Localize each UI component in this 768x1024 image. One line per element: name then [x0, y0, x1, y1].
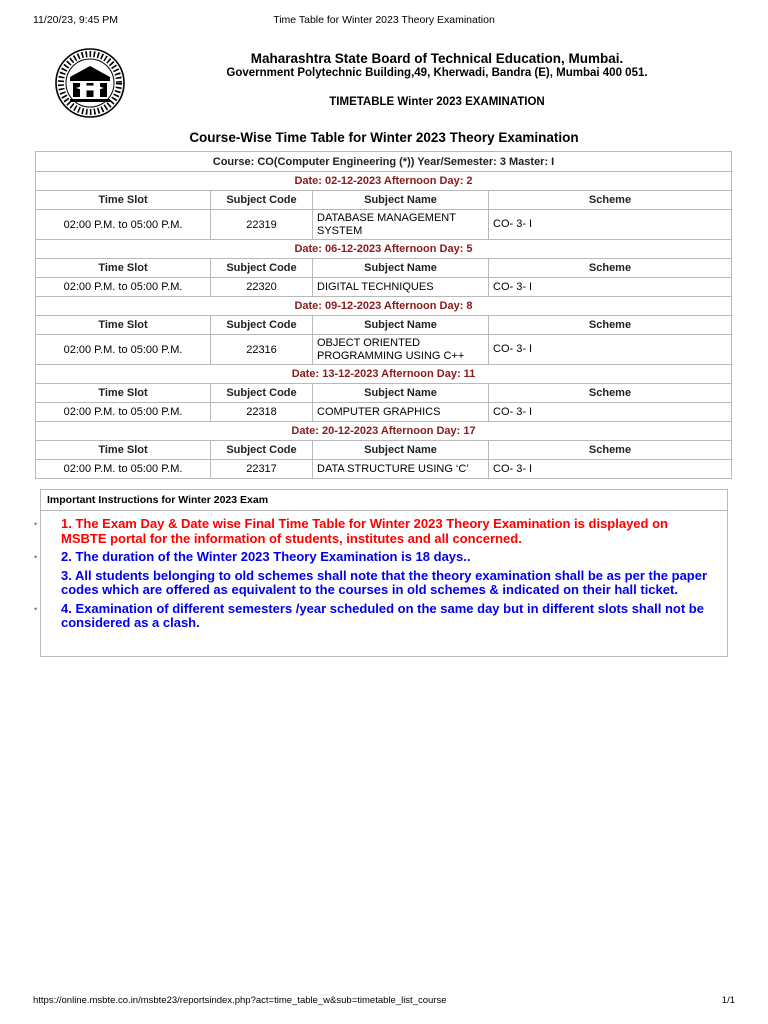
column-header: Time Slot — [36, 259, 211, 278]
time-slot-cell: 02:00 P.M. to 05:00 P.M. — [36, 278, 211, 297]
scheme-cell: CO- 3- I — [489, 460, 732, 479]
bullet-icon: • — [34, 603, 38, 614]
exam-date: Date: 13-12-2023 Afternoon Day: 11 — [36, 365, 732, 384]
subject-name-cell: DATA STRUCTURE USING ‘C’ — [313, 460, 489, 479]
date-row — [36, 172, 732, 191]
time-slot-cell: 02:00 P.M. to 05:00 P.M. — [36, 403, 211, 422]
course-info-row — [36, 152, 732, 172]
table-row — [36, 210, 732, 240]
column-header: Subject Code — [211, 316, 313, 335]
column-header: Subject Code — [211, 441, 313, 460]
subject-code-cell: 22318 — [211, 403, 313, 422]
column-header: Subject Code — [211, 191, 313, 210]
subject-code-cell: 22319 — [211, 210, 313, 240]
table-row — [36, 460, 732, 479]
column-header: Scheme — [489, 384, 732, 403]
time-slot-cell: 02:00 P.M. to 05:00 P.M. — [36, 460, 211, 479]
print-timestamp: 11/20/23, 9:45 PM — [33, 14, 119, 26]
subject-code-cell: 22316 — [211, 335, 313, 365]
column-header: Subject Name — [313, 259, 489, 278]
subject-name-cell: DATABASE MANAGEMENT SYSTEM — [313, 210, 489, 240]
instruction-item — [34, 600, 713, 631]
header-row — [36, 384, 732, 403]
date-row — [36, 297, 732, 316]
instructions-list — [34, 511, 727, 631]
subject-name-cell: DIGITAL TECHNIQUES — [313, 278, 489, 297]
scheme-cell: CO- 3- I — [489, 278, 732, 297]
exam-date: Date: 02-12-2023 Afternoon Day: 2 — [36, 172, 732, 191]
instruction-text: 1. The Exam Day & Date wise Final Time Table for Winter 2023 Theory Examination is displayed on MSBTE portal for the information of students, institutes and all concerned. — [61, 516, 668, 546]
column-header: Time Slot — [36, 441, 211, 460]
course-title: Course-Wise Time Table for Winter 2023 Theory Examination — [189, 130, 579, 145]
print-page-title: Time Table for Winter 2023 Theory Examination — [273, 14, 495, 26]
exam-date: Date: 09-12-2023 Afternoon Day: 8 — [36, 297, 732, 316]
page-url: https://online.msbte.co.in/msbte23/reportsindex.php?act=time_table_w&sub=timetable_list_course — [33, 995, 447, 1006]
header-row — [36, 441, 732, 460]
column-header: Subject Name — [313, 384, 489, 403]
column-header: Subject Code — [211, 259, 313, 278]
subject-code-cell: 22320 — [211, 278, 313, 297]
column-header: Subject Name — [313, 316, 489, 335]
exam-date: Date: 06-12-2023 Afternoon Day: 5 — [36, 240, 732, 259]
column-header: Scheme — [489, 191, 732, 210]
exam-date: Date: 20-12-2023 Afternoon Day: 17 — [36, 422, 732, 441]
org-name: Maharashtra State Board of Technical Education, Mumbai. — [250, 51, 624, 66]
column-header: Time Slot — [36, 316, 211, 335]
subject-code-cell: 22317 — [211, 460, 313, 479]
time-slot-cell: 02:00 P.M. to 05:00 P.M. — [36, 210, 211, 240]
column-header: Scheme — [489, 441, 732, 460]
date-row — [36, 240, 732, 259]
table-row — [36, 403, 732, 422]
date-row — [36, 422, 732, 441]
instruction-text: 4. Examination of different semesters /year scheduled on the same day but in different slots shall not be considered as a clash. — [61, 600, 704, 630]
column-header: Time Slot — [36, 191, 211, 210]
column-header: Subject Name — [313, 191, 489, 210]
header-row — [36, 259, 732, 278]
instruction-item — [61, 569, 713, 598]
header-row — [36, 191, 732, 210]
course-info: Course: CO(Computer Engineering (*)) Year/Semester: 3 Master: I — [36, 152, 732, 172]
column-header: Subject Name — [313, 441, 489, 460]
table-row — [36, 335, 732, 365]
scheme-cell: CO- 3- I — [489, 210, 732, 240]
instruction-item — [34, 516, 713, 546]
instruction-text: 2. The duration of the Winter 2023 Theory Examination is 18 days.. — [61, 549, 471, 564]
table-row — [36, 278, 732, 297]
instructions-box — [34, 489, 728, 657]
bullet-icon: • — [34, 552, 38, 562]
instructions-heading: Important Instructions for Winter 2023 Exam — [41, 490, 727, 511]
msbte-seal-icon — [40, 47, 140, 119]
column-header: Scheme — [489, 316, 732, 335]
page-number: 1/1 — [721, 995, 735, 1006]
timetable-title: TIMETABLE Winter 2023 EXAMINATION — [329, 96, 545, 108]
scheme-cell: CO- 3- I — [489, 403, 732, 422]
scheme-cell: CO- 3- I — [489, 335, 732, 365]
org-address: Government Polytechnic Building,49, Kherwadi, Bandra (E), Mumbai 400 051. — [226, 67, 648, 79]
timetable-table — [35, 151, 732, 479]
subject-name-cell: OBJECT ORIENTED PROGRAMMING USING C++ — [313, 335, 489, 365]
date-row — [36, 365, 732, 384]
instruction-text: 3. All students belonging to old schemes shall note that the theory examination shall be as per the paper codes which are offered as equivalent to the courses in old schemes & indicated on their hall ticket. — [61, 567, 708, 597]
subject-name-cell: COMPUTER GRAPHICS — [313, 403, 489, 422]
column-header: Time Slot — [36, 384, 211, 403]
msbte-logo — [40, 47, 140, 119]
header-row — [36, 316, 732, 335]
time-slot-cell: 02:00 P.M. to 05:00 P.M. — [36, 335, 211, 365]
bullet-icon: • — [34, 519, 38, 529]
column-header: Subject Code — [211, 384, 313, 403]
instruction-item — [34, 549, 713, 565]
org-header — [140, 51, 734, 79]
column-header: Scheme — [489, 259, 732, 278]
